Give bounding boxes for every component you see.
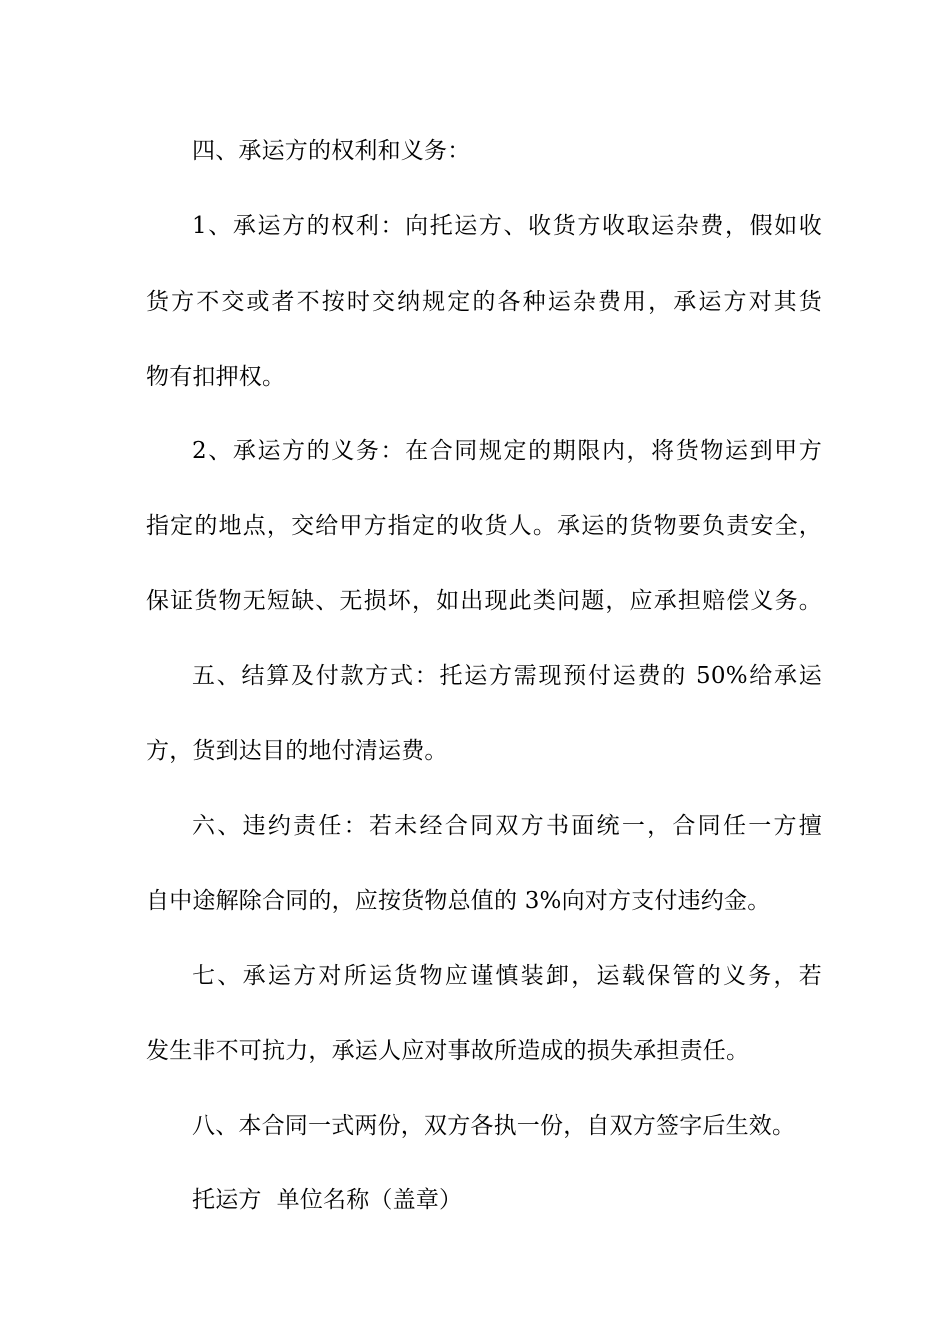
clause-4-2-line-1: 2、承运方的义务：在合同规定的期限内，将货物运到甲方 <box>192 438 822 464</box>
clause-4-2-line-2: 指定的地点，交给甲方指定的收货人。承运的货物要负责安全， <box>146 513 822 539</box>
section-5-line-1: 五、结算及付款方式：托运方需现预付运费的 50%给承运 <box>192 663 822 689</box>
section-7-line-2: 发生非不可抗力，承运人应对事故所造成的损失承担责任。 <box>146 1038 750 1064</box>
clause-4-1-line-2: 货方不交或者不按时交纳规定的各种运杂费用，承运方对其货 <box>146 289 822 315</box>
section-6-line-1: 六、违约责任：若未经合同双方书面统一，合同任一方擅 <box>192 813 822 839</box>
section-6-line-2: 自中途解除合同的，应按货物总值的 3%向对方支付违约金。 <box>146 888 771 914</box>
section-7-line-1: 七、承运方对所运货物应谨慎装卸，运载保管的义务，若 <box>192 963 822 989</box>
clause-4-1-line-1: 1、承运方的权利：向托运方、收货方收取运杂费，假如收 <box>192 213 822 239</box>
clause-4-1-line-3: 物有扣押权。 <box>146 364 286 390</box>
section-5-line-2: 方，货到达目的地付清运费。 <box>146 738 448 764</box>
section-4-heading: 四、承运方的权利和义务： <box>192 138 471 164</box>
clause-4-2-line-3: 保证货物无短缺、无损坏，如出现此类问题，应承担赔偿义务。 <box>146 588 822 614</box>
section-8-line: 八、本合同一式两份，双方各执一份，自双方签字后生效。 <box>192 1113 796 1139</box>
shipper-signature-label: 托运方 单位名称（盖章） <box>192 1187 463 1213</box>
